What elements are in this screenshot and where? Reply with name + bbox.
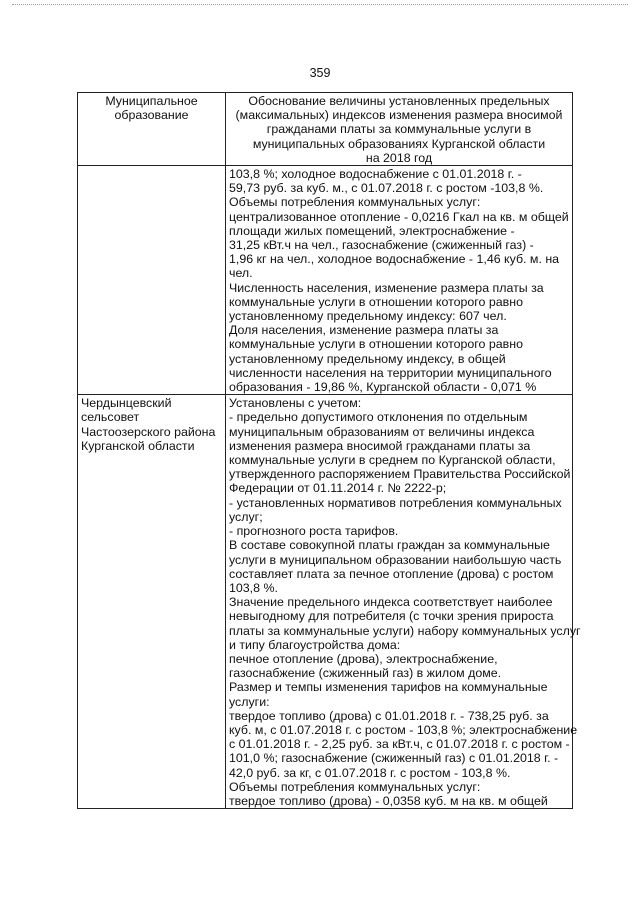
tariff-justification-table <box>77 92 581 809</box>
text-line: коммунальные услуги в отношении которого равно <box>229 337 523 352</box>
text-line: Объемы потребления коммунальных услуг: <box>229 195 481 210</box>
text-line: площади жилых помещений, электроснабжение - <box>229 223 515 238</box>
text-line: - установленных нормативов потребления коммунальных <box>229 495 562 510</box>
page-number: 359 <box>309 66 331 80</box>
municipality-line: Частоозерского района <box>81 424 216 439</box>
text-line: установленному предельному индексу, в общей <box>229 351 506 366</box>
text-line: Доля населения, изменение размера платы за <box>229 323 499 338</box>
text-line: платы за коммунальные услуги) набору коммунальных услуг <box>229 623 581 638</box>
header-line: образование <box>114 108 189 123</box>
text-line: газоснабжение (сжиженный газ) в жилом доме. <box>229 666 502 681</box>
text-line: Федерации от 01.11.2014 г. № 2222-р; <box>229 481 447 496</box>
text-line: 103,8 %; холодное водоснабжение с 01.01.2018 г. - <box>229 167 522 182</box>
text-line: численности населения на территории муниципального <box>229 365 552 380</box>
text-line: 103,8 %. <box>229 580 278 595</box>
text-line: - прогнозного роста тарифов. <box>229 524 399 539</box>
text-line: Размер и темпы изменения тарифов на коммунальные <box>229 680 548 695</box>
text-line: печное отопление (дрова), электроснабжение, <box>229 651 498 666</box>
text-line: Установлены с учетом: <box>229 396 362 411</box>
text-line: Значение предельного индекса соответствует наиболее <box>229 595 553 610</box>
text-line: и типу благоустройства дома: <box>229 637 401 652</box>
text-line: 31,25 кВт.ч на чел., газоснабжение (сжиженный газ) - <box>229 238 534 253</box>
municipality-cell <box>78 395 226 809</box>
text-line: коммунальные услуги в среднем по Курганской области, <box>229 453 556 468</box>
header-line: гражданами платы за коммунальные услуги в <box>266 122 532 137</box>
text-line: куб. м, с 01.07.2018 г. с ростом - 103,8 %; электроснабжение <box>229 722 578 737</box>
text-line: твердое топливо (дрова) с 01.01.2018 г. - 738,25 руб. за <box>229 708 549 723</box>
text-line: услуг; <box>229 509 263 524</box>
text-line: муниципальным образованиям от величины индекса <box>229 424 535 439</box>
text-line: 42,0 руб. за кг, с 01.07.2018 г. с ростом - 103,8 %. <box>229 765 511 780</box>
text-line: коммунальные услуги в отношении которого равно <box>229 294 523 309</box>
municipality-line: Чердынцевский <box>81 396 172 411</box>
header-justification <box>226 93 573 166</box>
text-line: 101,0 %; газоснабжение (сжиженный газ) с 01.01.2018 г. - <box>229 751 559 766</box>
text-line: Объемы потребления коммунальных услуг: <box>229 779 481 794</box>
header-municipality <box>78 93 226 166</box>
text-line: 1,96 кг на чел., холодное водоснабжение - 1,46 куб. м. на <box>229 252 560 267</box>
header-line: Муниципальное <box>105 94 198 108</box>
municipality-cell <box>78 166 226 395</box>
text-line: централизованное отопление - 0,0216 Гкал на кв. м общей <box>229 209 569 224</box>
text-line: 59,73 руб. за куб. м., с 01.07.2018 г. с ростом -103,8 %. <box>229 181 544 196</box>
header-line: (максимальных) индексов изменения размера вносимой <box>235 108 563 123</box>
text-line: установленному предельному индексу: 607 чел. <box>229 309 507 324</box>
justification-cell <box>226 166 573 395</box>
text-line: утвержденного распоряжением Правительства Российской <box>229 467 571 482</box>
table-header-row <box>78 93 573 166</box>
municipality-line: сельсовет <box>81 410 140 425</box>
text-line: Численность населения, изменение размера платы за <box>229 280 544 295</box>
text-line: В составе совокупной платы граждан за коммунальные <box>229 538 550 553</box>
header-line: на 2018 год <box>365 150 433 165</box>
scan-top-rule <box>12 4 628 5</box>
header-line: муниципальных образованиях Курганской области <box>252 136 546 151</box>
text-line: образования - 19,86 %, Курганской области - 0,071 % <box>229 380 537 395</box>
text-line: с 01.01.2018 г. - 2,25 руб. за кВт.ч, с 01.07.2018 г. с ростом - <box>229 737 570 752</box>
text-line: услуги в муниципальном образовании наибольшую часть <box>229 552 562 567</box>
header-line: Обоснование величины установленных предельных <box>248 94 550 108</box>
text-line: твердое топливо (дрова) - 0,0358 куб. м на кв. м общей <box>229 793 548 808</box>
text-line: - предельно допустимого отклонения по отдельным <box>229 410 528 425</box>
text-line: составляет плата за печное отопление (дрова) с ростом <box>229 566 554 581</box>
table-row <box>78 395 573 809</box>
text-line: чел. <box>229 266 253 281</box>
text-line: невыгодному для потребителя (с точки зрения прироста <box>229 609 554 624</box>
text-line: изменения размера вносимой гражданами платы за <box>229 438 531 453</box>
text-line: услуги: <box>229 694 270 709</box>
table-row <box>78 166 573 395</box>
justification-cell <box>226 395 581 809</box>
municipality-line: Курганской области <box>81 438 195 453</box>
